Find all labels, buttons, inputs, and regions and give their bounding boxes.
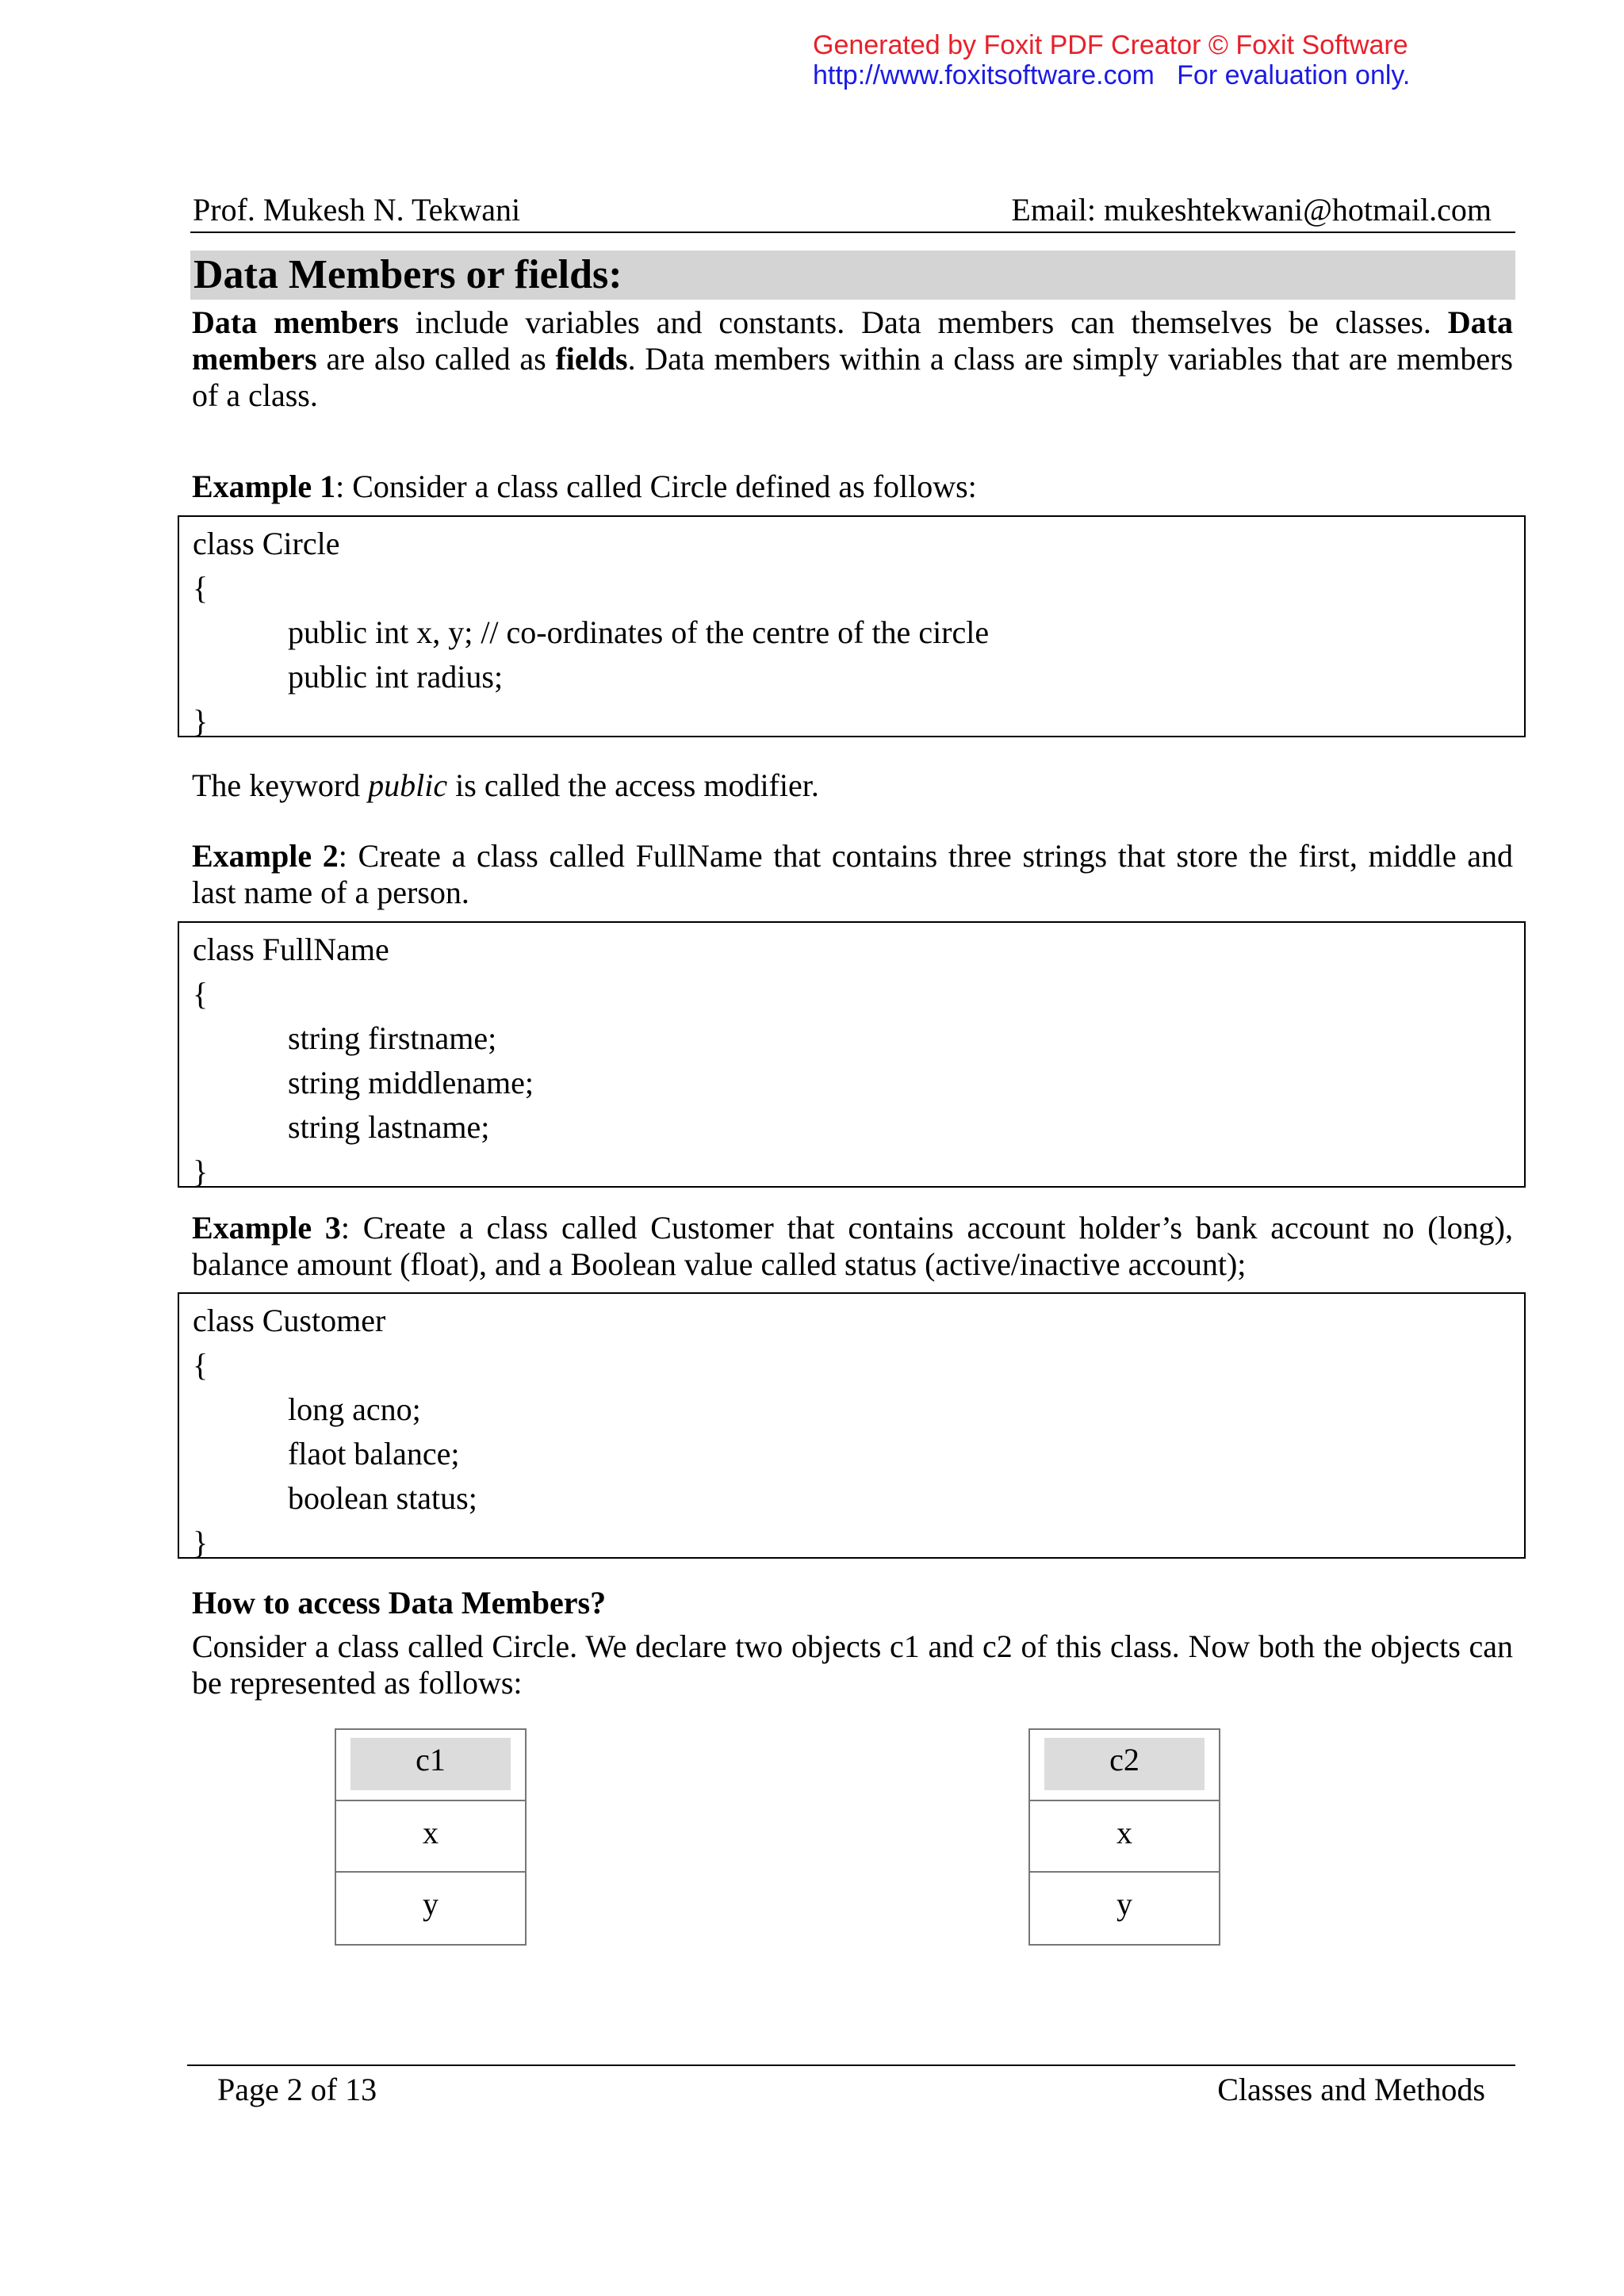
example1-label: Example 1 <box>192 469 336 504</box>
watermark-url[interactable]: http://www.foxitsoftware.com <box>813 60 1155 90</box>
code-line: class Circle <box>193 526 340 561</box>
header-author: Prof. Mukesh N. Tekwani <box>193 192 521 228</box>
code-line: { <box>193 570 209 606</box>
access-heading: How to access Data Members? <box>192 1585 607 1621</box>
foxit-watermark <box>813 30 1410 90</box>
object-name-cell <box>1030 1730 1219 1801</box>
example2-label: Example 2 <box>192 838 339 874</box>
object-field-cell: x <box>1030 1801 1219 1873</box>
keyword-note <box>192 767 1513 804</box>
object-field-cell: y <box>1116 1886 1132 1922</box>
code-line: public int x, y; // co-ordinates of the centre of the circle <box>288 614 990 650</box>
example2-text: : Create a class called FullName that contains three strings that store the first, middle and last name of a person. <box>192 838 1513 910</box>
intro-paragraph <box>192 304 1513 414</box>
intro-bold-1: Data members <box>192 304 399 340</box>
example3-caption <box>192 1210 1513 1283</box>
example3-code-box <box>178 1292 1526 1559</box>
header-email: Email: mukeshtekwani@hotmail.com <box>1011 192 1492 228</box>
object-field-cell: y <box>423 1886 439 1922</box>
example1-code-box <box>178 515 1526 737</box>
footer-topic: Classes and Methods <box>1217 2072 1485 2107</box>
code-line: class FullName <box>193 932 389 967</box>
keyword-note-text-1: The keyword <box>192 767 369 803</box>
object-c2-table <box>1028 1728 1220 1946</box>
intro-bold-2: Data members <box>192 304 1514 377</box>
code-line: } <box>193 1154 209 1189</box>
code-line: { <box>193 1347 209 1383</box>
object-name: c2 <box>1044 1738 1205 1790</box>
intro-bold-3: fields <box>555 341 628 377</box>
code-line: boolean status; <box>288 1480 477 1516</box>
object-name-cell <box>336 1730 525 1801</box>
code-line: flaot balance; <box>288 1436 460 1471</box>
code-line: class Customer <box>193 1303 386 1338</box>
watermark-note: For evaluation only. <box>1177 60 1411 90</box>
intro-text-2: are also called as <box>316 341 556 377</box>
page-footer <box>187 2064 1515 2114</box>
footer-page-number: Page 2 of 13 <box>217 2072 377 2107</box>
example2-caption <box>192 838 1513 911</box>
code-line: } <box>193 1525 209 1560</box>
intro-text-3: . Data members within a class are simply variables that are members of a class. <box>192 341 1513 413</box>
watermark-line2 <box>813 60 1410 90</box>
code-line: string middlename; <box>288 1065 534 1100</box>
code-line: string firstname; <box>288 1020 497 1056</box>
code-line: long acno; <box>288 1391 421 1427</box>
object-name: c1 <box>350 1738 511 1790</box>
example3-text: : Create a class called Customer that contains account holder’s bank account no (long), balance amount (float), and a Boolean value called status (active/inactive account); <box>192 1210 1513 1282</box>
code-line: { <box>193 976 209 1012</box>
access-paragraph: Consider a class called Circle. We declare two objects c1 and c2 of this class. Now both the objects can be represented as follows: <box>192 1628 1513 1701</box>
section-title: Data Members or fields: <box>190 251 1515 300</box>
keyword-note-text-2: is called the access modifier. <box>447 767 819 803</box>
object-c1-table <box>335 1728 527 1946</box>
code-line: public int radius; <box>288 659 504 695</box>
example1-caption <box>192 469 1513 505</box>
example1-text: : Consider a class called Circle defined as follows: <box>335 469 977 504</box>
code-line: string lastname; <box>288 1109 490 1145</box>
intro-text-1: include variables and constants. Data members can themselves be classes. <box>398 304 1448 340</box>
object-field-cell: x <box>336 1801 525 1873</box>
page-header <box>190 190 1515 233</box>
keyword-note-italic: public <box>368 767 448 803</box>
example2-code-box <box>178 921 1526 1188</box>
example3-label: Example 3 <box>192 1210 341 1246</box>
watermark-line1: Generated by Foxit PDF Creator © Foxit Software <box>813 30 1408 60</box>
code-line: } <box>193 703 209 739</box>
